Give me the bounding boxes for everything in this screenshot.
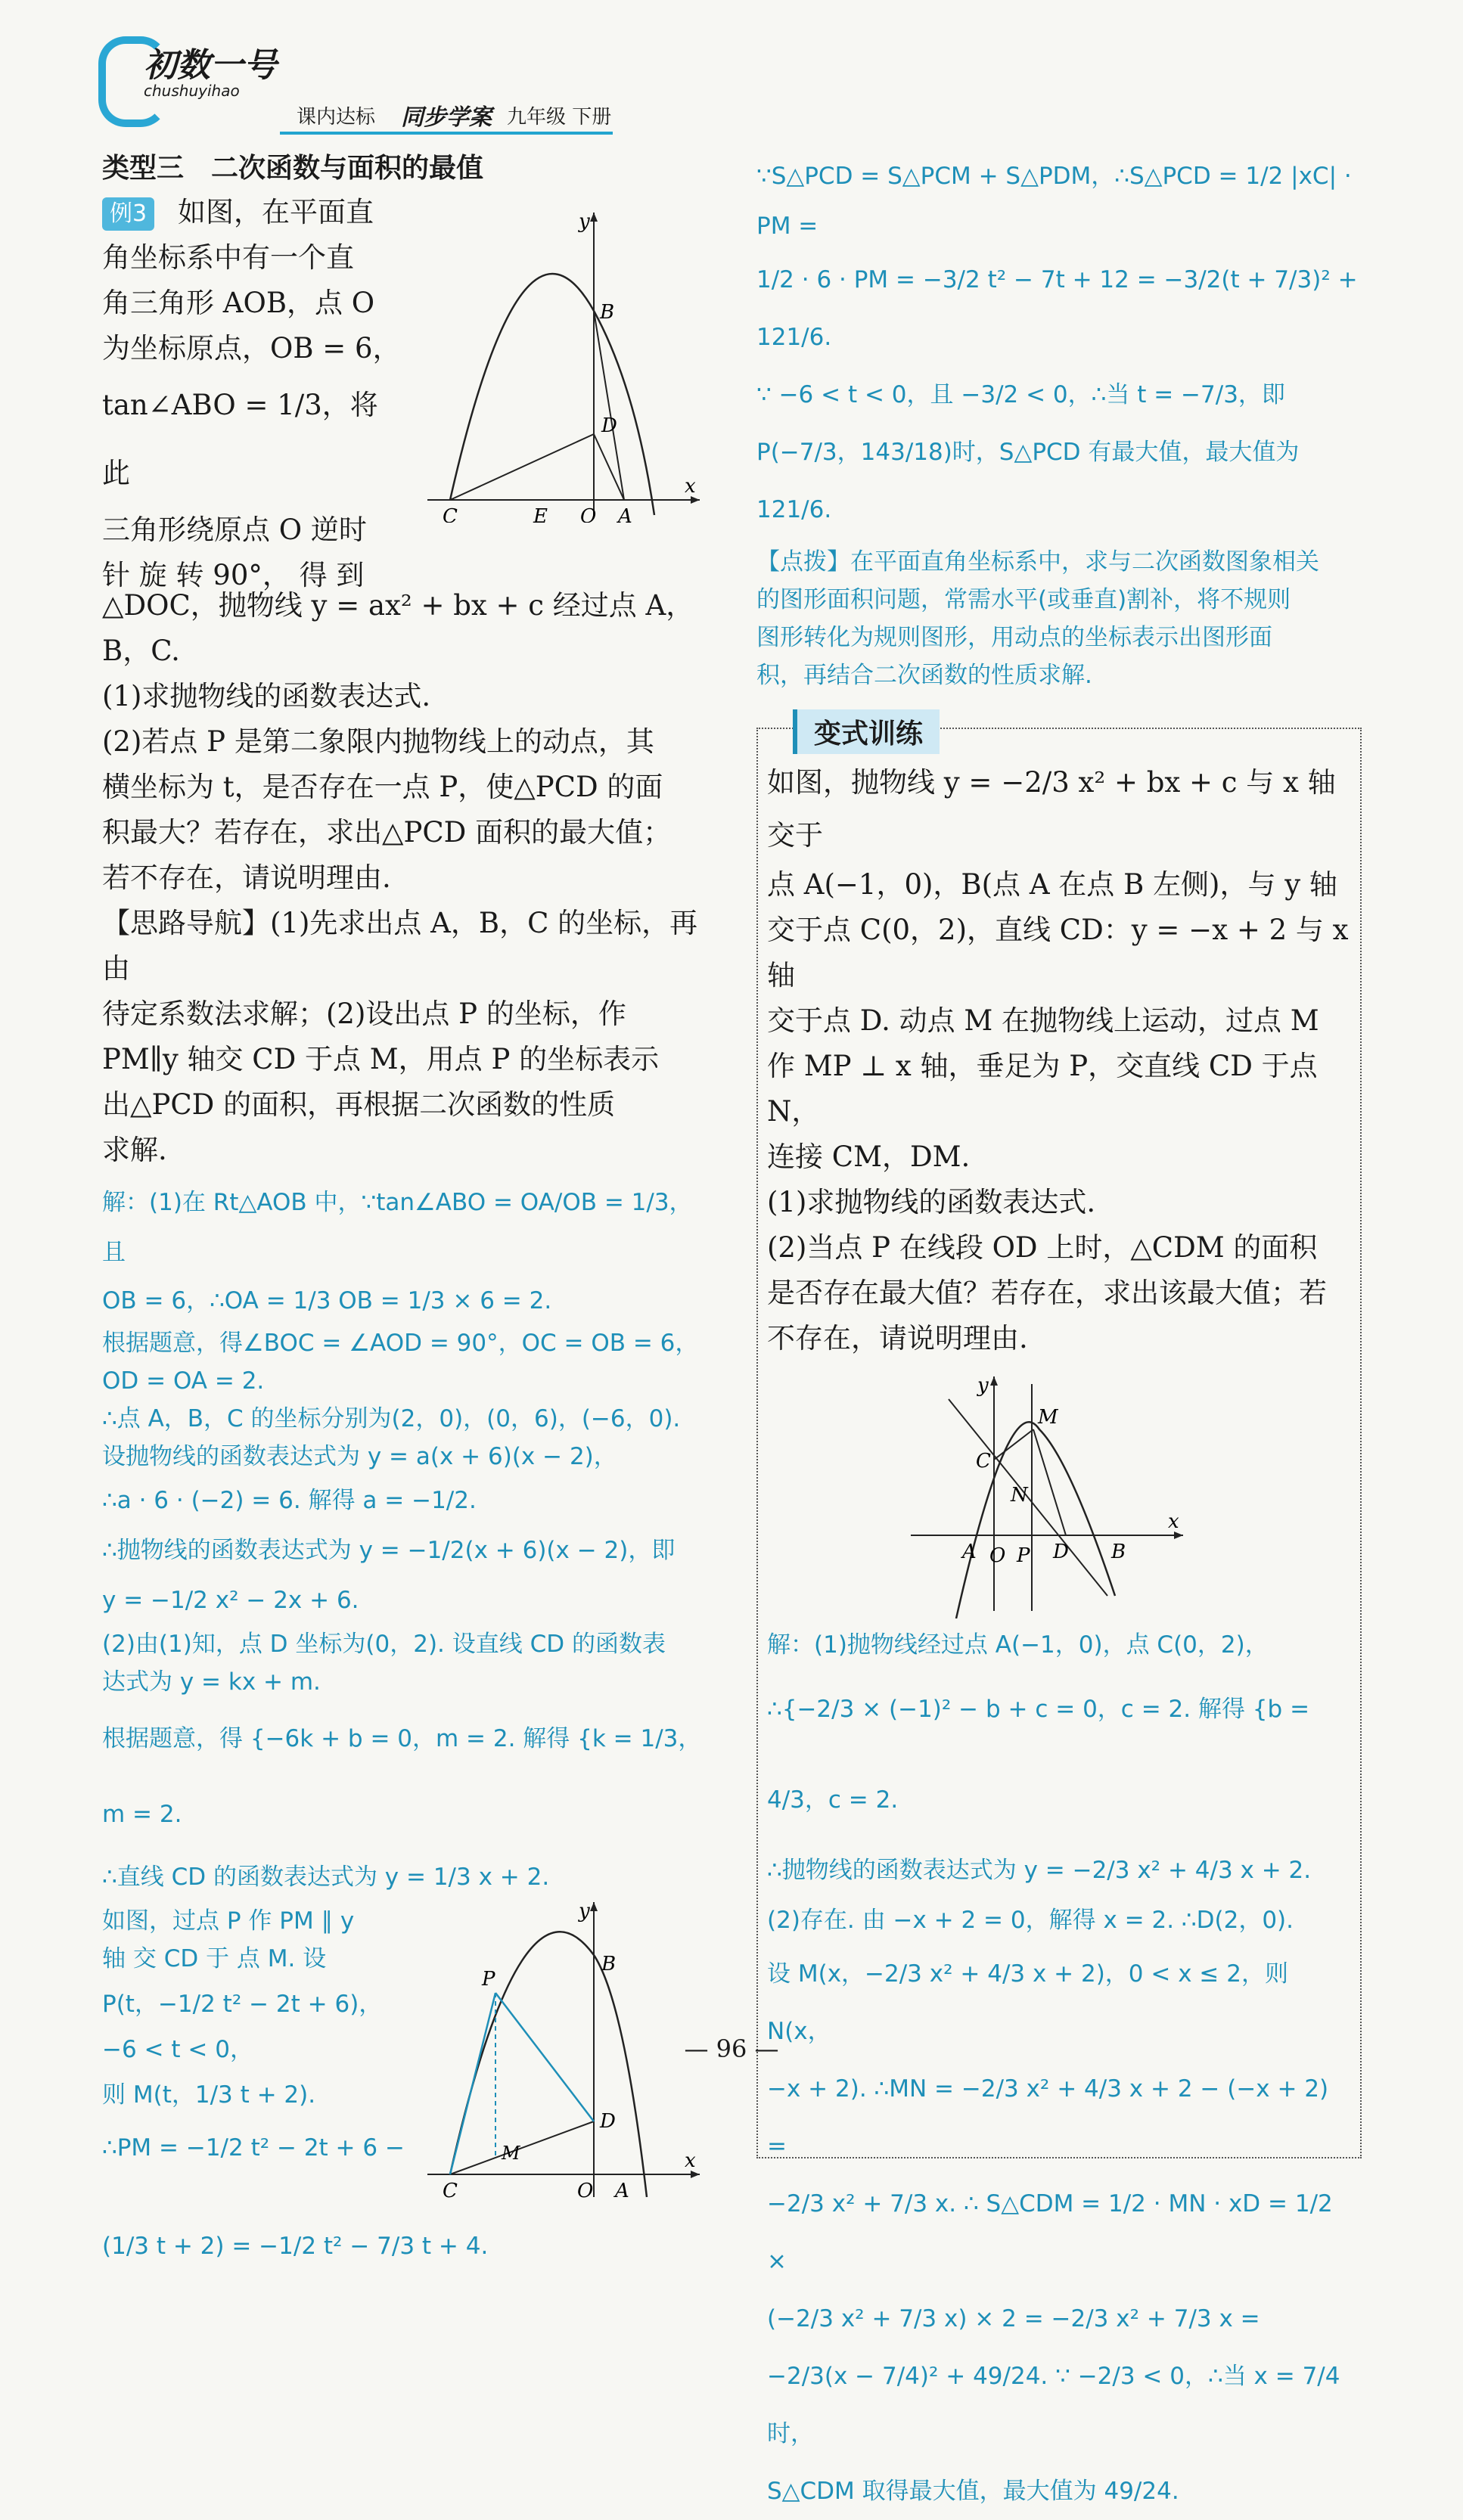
- variant-box: [756, 718, 1362, 2505]
- solution-line: 1/2 · 6 · PM = −3/2 t² − 7t + 12 = −3/2(t + 7/3)² + 121/6.: [756, 266, 1358, 351]
- solution-line: (2)由(1)知，点 D 坐标为(0，2). 设直线 CD 的函数表: [102, 1631, 666, 1658]
- problem-line: 如图，在平面直: [178, 196, 374, 228]
- solution: [102, 1178, 707, 2273]
- variant-question: (1)求抛物线的函数表达式.: [767, 1186, 1096, 1218]
- fig3-label: C: [976, 1450, 991, 1473]
- figure-3: [903, 1369, 1191, 1618]
- solution-line: 根据题意，得 {−6k + b = 0，m = 2. 解得 {k = 1/3，m = 2.: [102, 1725, 702, 1828]
- left-column: [102, 147, 707, 2273]
- solution-line: 轴 交 CD 于 点 M. 设: [102, 1945, 327, 1972]
- problem-lines: [102, 190, 405, 598]
- question: 横坐标为 t，是否存在一点 P，使△PCD 的面: [102, 771, 663, 803]
- variant-solution-line: (−2/3 x² + 7/3 x) × 2 = −2/3 x² + 7/3 x =: [767, 2305, 1260, 2332]
- figure-1: [420, 205, 707, 523]
- question: 若不存在，请说明理由.: [102, 861, 391, 894]
- fig2-label: B: [601, 1953, 617, 1975]
- problem-line: B，C.: [102, 635, 180, 667]
- fig3-label: N: [1011, 1484, 1028, 1507]
- section-title: 类型三 二次函数与面积的最值: [102, 153, 484, 184]
- right-column: [756, 151, 1362, 2505]
- variant-solution-line: −2/3 x² + 7/3 x. ∴ S△CDM = 1/2 · MN · xD = 1/2 ×: [767, 2190, 1333, 2275]
- fig2-label: C: [443, 2180, 458, 2202]
- variant-line: 如图，抛物线 y = −2/3 x² + bx + c 与 x 轴交于: [767, 766, 1336, 852]
- solution-line: ∵ −6 < t < 0，且 −3/2 < 0，∴当 t = −7/3，即: [756, 381, 1285, 408]
- header-rule: [280, 132, 613, 135]
- fig3-label: y: [977, 1374, 989, 1397]
- problem-line: △DOC，抛物线 y = ax² + bx + c 经过点 A，: [102, 589, 694, 622]
- variant-solution-line: −2/3(x − 7/4)² + 49/24. ∵ −2/3 < 0，∴当 x = 7/4 时，: [767, 2363, 1340, 2447]
- solution-line: 则 M(t，1/3 t + 2).: [102, 2081, 316, 2109]
- hint: 【思路导航】(1)先求出点 A，B，C 的坐标，再由: [102, 907, 698, 985]
- fig1-label: O: [580, 505, 597, 523]
- solution-line: ∴a · 6 · (−2) = 6. 解得 a = −1/2.: [102, 1487, 477, 1514]
- problem-line: 角三角形 AOB，点 O: [102, 287, 375, 319]
- fig2-label: D: [600, 2110, 616, 2133]
- variant-line: 交于点 D. 动点 M 在抛物线上运动，过点 M: [767, 1004, 1319, 1037]
- solution-line: ∴PM = −1/2 t² − 2t + 6 −: [102, 2134, 405, 2162]
- hint: 求解.: [102, 1134, 167, 1166]
- question: (1)求抛物线的函数表达式.: [102, 680, 431, 712]
- fig3-label: O: [989, 1544, 1006, 1567]
- tip-line: 积，再结合二次函数的性质求解.: [756, 662, 1092, 689]
- fig2-label: A: [615, 2180, 629, 2202]
- fig2-label: O: [577, 2180, 594, 2202]
- variant-solution-line: ∴{−2/3 × (−1)² − b + c = 0，c = 2. 解得 {b = 4/3，c = 2.: [767, 1696, 1310, 1814]
- page-number: — 96 —: [684, 2034, 779, 2063]
- solution-line: ∴抛物线的函数表达式为 y = −1/2(x + 6)(x − 2)，即: [102, 1537, 676, 1564]
- example-badge: 例3: [102, 197, 154, 231]
- fig2-label: M: [502, 2143, 520, 2164]
- variant-solution-line: 设 M(x，−2/3 x² + 4/3 x + 2)，0 < x ≤ 2，则 N(x，: [767, 1960, 1288, 2045]
- variant-question: (2)当点 P 在线段 OD 上时，△CDM 的面积: [767, 1231, 1318, 1264]
- hint: PM∥y 轴交 CD 于点 M，用点 P 的坐标表示: [102, 1043, 660, 1075]
- variant-question: 是否存在最大值？若存在，求出该最大值；若: [767, 1277, 1327, 1309]
- problem-continued: [102, 583, 707, 1173]
- solution-line: y = −1/2 x² − 2x + 6.: [102, 1587, 359, 1614]
- tip-block: [756, 543, 1362, 694]
- solution-line: 根据题意，得∠BOC = ∠AOD = 90°，OC = OB = 6，: [102, 1330, 699, 1357]
- fig1-label: y: [579, 210, 590, 233]
- solution-line: −6 < t < 0，: [102, 2036, 253, 2063]
- fig3-label: M: [1038, 1406, 1058, 1429]
- solution-line: P(−7/3，143/18)时，S△PCD 有最大值，最大值为 121/6.: [756, 439, 1300, 523]
- tip-line: 的图形面积问题，常需水平(或垂直)割补，将不规则: [756, 586, 1291, 613]
- hint: 待定系数法求解；(2)设出点 P 的坐标，作: [102, 998, 626, 1030]
- fig3-label: A: [962, 1541, 977, 1563]
- problem-line: 角坐标系中有一个直: [102, 241, 354, 274]
- variant-solution: [767, 1626, 1351, 2520]
- variant-problem: [767, 756, 1351, 1361]
- header: [98, 30, 613, 136]
- variant-line: 作 MP ⊥ x 轴，垂足为 P，交直线 CD 于点 N，: [767, 1050, 1318, 1128]
- fig3-label: B: [1111, 1541, 1126, 1563]
- solution-line: 解：(1)在 Rt△AOB 中，∵tan∠ABO = OA/OB = 1/3，且: [102, 1189, 693, 1266]
- logo-main: 初数一号: [144, 46, 277, 85]
- problem-line: 为坐标原点，OB = 6，: [102, 332, 401, 365]
- header-brand: 同步学案: [401, 104, 492, 131]
- solution-line: OD = OA = 2.: [102, 1367, 265, 1395]
- problem-line: tan∠ABO = 1/3，将此: [102, 389, 378, 489]
- fig3-label: P: [1017, 1544, 1030, 1567]
- question: (2)若点 P 是第二象限内抛物线上的动点，其: [102, 725, 654, 758]
- tip-line: 图形转化为规则图形，用动点的坐标表示出图形面: [756, 624, 1272, 651]
- solution-line: P(t，−1/2 t² − 2t + 6)，: [102, 1991, 383, 2018]
- logo-sub: chushuyihao: [144, 82, 240, 100]
- solution-line: OB = 6，∴OA = 1/3 OB = 1/3 × 6 = 2.: [102, 1287, 552, 1314]
- fig3-label: D: [1053, 1541, 1069, 1563]
- tip-line: 【点拨】在平面直角坐标系中，求与二次函数图象相关: [756, 548, 1319, 576]
- fig1-label: x: [685, 475, 696, 498]
- fig2-label: P: [482, 1968, 495, 1991]
- header-series: 课内达标: [297, 106, 376, 129]
- solution-line: 达式为 y = kx + m.: [102, 1668, 321, 1696]
- solution-cont: [756, 151, 1362, 538]
- fig1-label: D: [601, 414, 617, 437]
- solution-line: (1/3 t + 2) = −1/2 t² − 7/3 t + 4.: [102, 2233, 489, 2260]
- variant-solution-line: 解：(1)抛物线经过点 A(−1，0)，点 C(0，2)，: [767, 1631, 1269, 1659]
- fig1-label: C: [443, 505, 458, 523]
- variant-solution-line: S△CDM 取得最大值，最大值为 49/24.: [767, 2478, 1179, 2505]
- fig2-label: y: [579, 1900, 590, 1923]
- variant-title: 变式训练: [793, 709, 940, 754]
- solution-line: 设抛物线的函数表达式为 y = a(x + 6)(x − 2)，: [102, 1443, 617, 1470]
- fig1-label: A: [618, 505, 632, 523]
- fig1-label: E: [533, 505, 548, 523]
- variant-solution-line: (2)存在. 由 −x + 2 = 0，解得 x = 2. ∴D(2，0).: [767, 1907, 1294, 1934]
- variant-solution-line: −x + 2). ∴MN = −2/3 x² + 4/3 x + 2 − (−x + 2) =: [767, 2075, 1329, 2160]
- problem-line: 针 旋 转 90°， 得 到: [102, 559, 365, 591]
- variant-line: 交于点 C(0，2)，直线 CD：y = −x + 2 与 x 轴: [767, 914, 1349, 992]
- question: 积最大？若存在，求出△PCD 面积的最大值；: [102, 816, 672, 849]
- solution-line: ∴直线 CD 的函数表达式为 y = 1/3 x + 2.: [102, 1864, 550, 1891]
- hint: 出△PCD 的面积，再根据二次函数的性质: [102, 1088, 616, 1121]
- fig2-label: x: [685, 2149, 696, 2172]
- problem-line: 三角形绕原点 O 逆时: [102, 514, 367, 546]
- variant-line: 点 A(−1，0)，B(点 A 在点 B 左侧)，与 y 轴: [767, 868, 1337, 901]
- fig1-label: B: [600, 301, 615, 324]
- variant-solution-line: ∴抛物线的函数表达式为 y = −2/3 x² + 4/3 x + 2.: [767, 1857, 1312, 1884]
- solution-line: ∴点 A，B，C 的坐标分别为(2，0)，(0，6)，(−6，0).: [102, 1405, 681, 1432]
- solution-line: 如图，过点 P 作 PM ∥ y: [102, 1907, 355, 1935]
- header-grade: 九年级 下册: [507, 106, 612, 129]
- solution-line: ∵S△PCD = S△PCM + S△PDM，∴S△PCD = 1/2 |xC| · PM =: [756, 163, 1352, 240]
- fig3-label: x: [1168, 1510, 1179, 1533]
- variant-question: 不存在，请说明理由.: [767, 1322, 1028, 1355]
- variant-line: 连接 CM，DM.: [767, 1141, 971, 1173]
